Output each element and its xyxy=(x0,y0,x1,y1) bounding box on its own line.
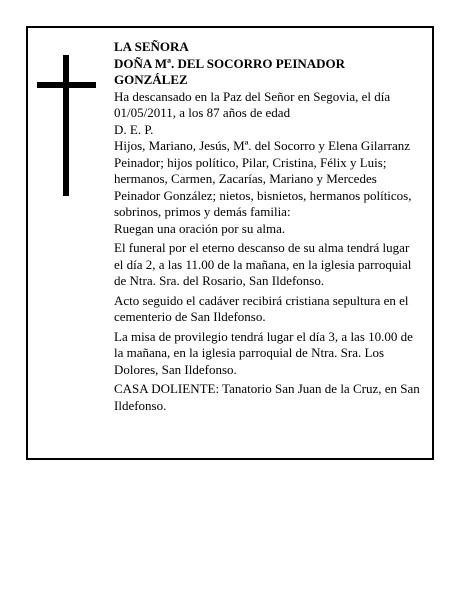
mourning-house: CASA DOLIENTE: Tanatorio San Juan de la Cruz, en San Ildefonso. xyxy=(114,381,420,413)
prayer-request: Ruegan una oración por su alma. xyxy=(114,220,286,236)
cross-vertical-bar xyxy=(63,55,69,196)
mass-info: La misa de provilegio tendrá lugar el día 3, a las 10.00 de la mañana, en la iglesia parroquial de Ntra. Sra. Los Dolores, San Ildefonso. xyxy=(114,328,413,377)
death-announcement: Ha descansado en la Paz del Señor en Segovia, el día 01/05/2011, a los 87 años de edad xyxy=(114,88,391,120)
funeral-info: El funeral por el eterno descanso de su alma tendrá lugar el día 2, a las 11.00 de la mañana, en la iglesia parroquial de Ntra. Sra. del Rosario, San Ildefonso. xyxy=(114,240,412,288)
family-list: Hijos, Mariano, Jesús, Mª. del Socorro y Elena Gilarranz Peinador; hijos político, Pilar, Cristina, Félix y Luis; hermanos, Carmen, Zacarías, Mariano y Mercedes Peinador González; nietos, bisnietos, hermanos políticos, sobrinos, primos y demás familia: xyxy=(114,138,412,219)
cross-horizontal-bar xyxy=(37,82,96,88)
obituary-text xyxy=(114,39,420,414)
dep-line: D. E. P. xyxy=(114,121,154,137)
deceased-name: DOÑA Mª. DEL SOCORRO PEINADOR GONZÁLEZ xyxy=(114,55,346,87)
burial-info: Acto seguido el cadáver recibirá cristiana sepultura en el cementerio de San Ildefonso. xyxy=(114,292,409,324)
heading-title: LA SEÑORA xyxy=(114,39,189,54)
